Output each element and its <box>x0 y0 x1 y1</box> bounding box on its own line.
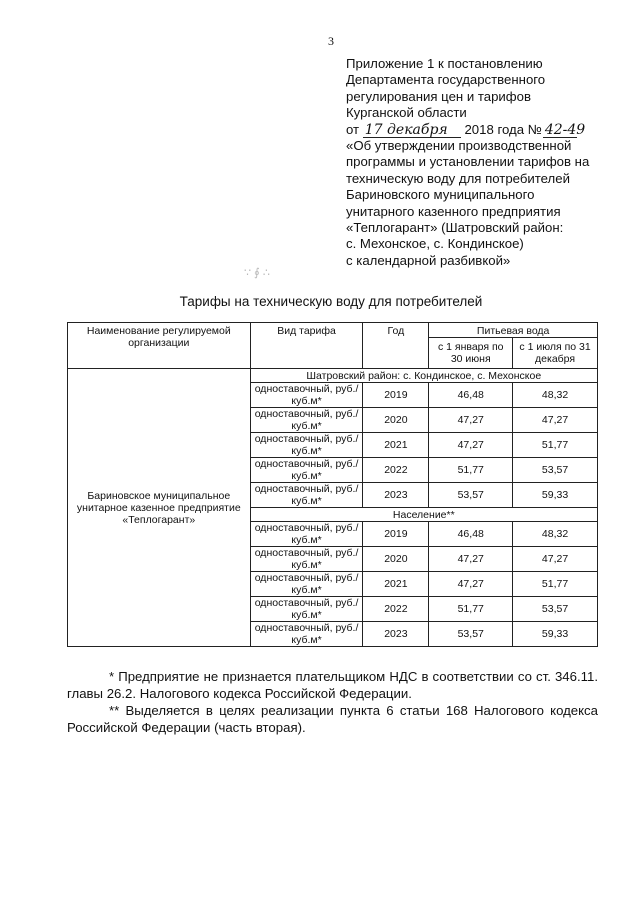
header-period-2: с 1 июля по 31 декабря <box>513 338 598 369</box>
handwritten-number: 42-49 <box>544 121 586 138</box>
footnotes <box>67 668 598 736</box>
period1-value: 53,57 <box>429 483 513 508</box>
period1-value: 51,77 <box>429 458 513 483</box>
tariff-type-cell: одноставочный, руб./куб.м* <box>250 408 363 433</box>
year-cell: 2019 <box>363 383 429 408</box>
header-period-1: с 1 января по 30 июня <box>429 338 513 369</box>
annex-line: с календарной разбивкой» <box>346 252 511 268</box>
annex-line: Департамента государственного <box>346 72 546 88</box>
table-title: Тарифы на техническую воду для потребителей <box>179 294 483 309</box>
tariff-type-cell: одноставочный, руб./куб.м* <box>250 483 363 508</box>
period1-value: 46,48 <box>429 522 513 547</box>
annex-line: Приложение 1 к постановлению <box>346 56 543 71</box>
year-cell: 2021 <box>363 572 429 597</box>
period1-value: 47,27 <box>429 572 513 597</box>
year-cell: 2020 <box>363 408 429 433</box>
group-label: Население** <box>250 508 597 522</box>
period1-value: 53,57 <box>429 622 513 647</box>
year-cell: 2022 <box>363 458 429 483</box>
period2-value: 59,33 <box>513 483 598 508</box>
table-header-row <box>68 323 598 338</box>
header-organization: Наименование регулируемой организации <box>68 323 251 369</box>
period1-value: 47,27 <box>429 433 513 458</box>
footnote-population: ** Выделяется в целях реализации пункта 6 статьи 168 Налогового кодекса Российской Федерации (часть вторая). <box>67 703 598 735</box>
year-cell: 2022 <box>363 597 429 622</box>
annex-line: «Теплогарант» (Шатровский район: <box>346 220 564 236</box>
annex-date-line <box>346 122 636 138</box>
annex-line: программы и установлении тарифов на <box>346 154 590 170</box>
year-cell: 2019 <box>363 522 429 547</box>
period1-value: 47,27 <box>429 408 513 433</box>
annex-line: Бариновского муниципального <box>346 187 535 203</box>
date-prefix: от <box>346 121 360 137</box>
tariff-type-cell: одноставочный, руб./куб.м* <box>250 383 363 408</box>
tariff-type-cell: одноставочный, руб./куб.м* <box>250 597 363 622</box>
period2-value: 47,27 <box>513 547 598 572</box>
period1-value: 47,27 <box>429 547 513 572</box>
tariff-type-cell: одноставочный, руб./куб.м* <box>250 572 363 597</box>
tariff-type-cell: одноставочный, руб./куб.м* <box>250 522 363 547</box>
header-tariff-type: Вид тарифа <box>250 323 363 369</box>
annex-line: с. Мехонское, с. Кондинское) <box>346 236 524 252</box>
header-year: Год <box>363 323 429 369</box>
period1-value: 51,77 <box>429 597 513 622</box>
period2-value: 51,77 <box>513 433 598 458</box>
annex-line: регулирования цен и тарифов <box>346 88 531 104</box>
tariff-table <box>67 322 598 647</box>
group-row <box>68 369 598 383</box>
annex-line: техническую воду для потребителей <box>346 170 570 186</box>
period2-value: 53,57 <box>513 458 598 483</box>
tariff-type-cell: одноставочный, руб./куб.м* <box>250 433 363 458</box>
year-cell: 2023 <box>363 622 429 647</box>
period2-value: 47,27 <box>513 408 598 433</box>
date-suffix: 2018 года № <box>464 121 542 137</box>
period2-value: 51,77 <box>513 572 598 597</box>
period2-value: 48,32 <box>513 383 598 408</box>
faint-stamp-mark: ∵ ∮ ∴ <box>244 267 270 279</box>
year-cell: 2021 <box>363 433 429 458</box>
year-cell: 2023 <box>363 483 429 508</box>
tariff-type-cell: одноставочный, руб./куб.м* <box>250 458 363 483</box>
handwritten-date: 17 декабря <box>363 124 461 138</box>
period1-value: 46,48 <box>429 383 513 408</box>
annex-line: Курганской области <box>346 105 467 121</box>
annex-line: унитарного казенного предприятия <box>346 203 561 219</box>
year-cell: 2020 <box>363 547 429 572</box>
period2-value: 53,57 <box>513 597 598 622</box>
annex-header <box>346 56 636 269</box>
tariff-type-cell: одноставочный, руб./куб.м* <box>250 622 363 647</box>
page-number: 3 <box>328 34 334 48</box>
period2-value: 59,33 <box>513 622 598 647</box>
footnote-vat: * Предприятие не признается плательщиком НДС в соответствии со ст. 346.11. главы 26.2. Налогового кодекса Российской Федерации. <box>67 669 598 701</box>
annex-line: «Об утверждении производственной <box>346 138 572 154</box>
header-drinking-water: Питьевая вода <box>429 323 598 338</box>
organization-name: Бариновское муниципальное унитарное казенное предприятие «Теплогарант» <box>68 369 251 647</box>
period2-value: 48,32 <box>513 522 598 547</box>
tariff-type-cell: одноставочный, руб./куб.м* <box>250 547 363 572</box>
group-label: Шатровский район: с. Кондинское, с. Мехонское <box>250 369 597 383</box>
